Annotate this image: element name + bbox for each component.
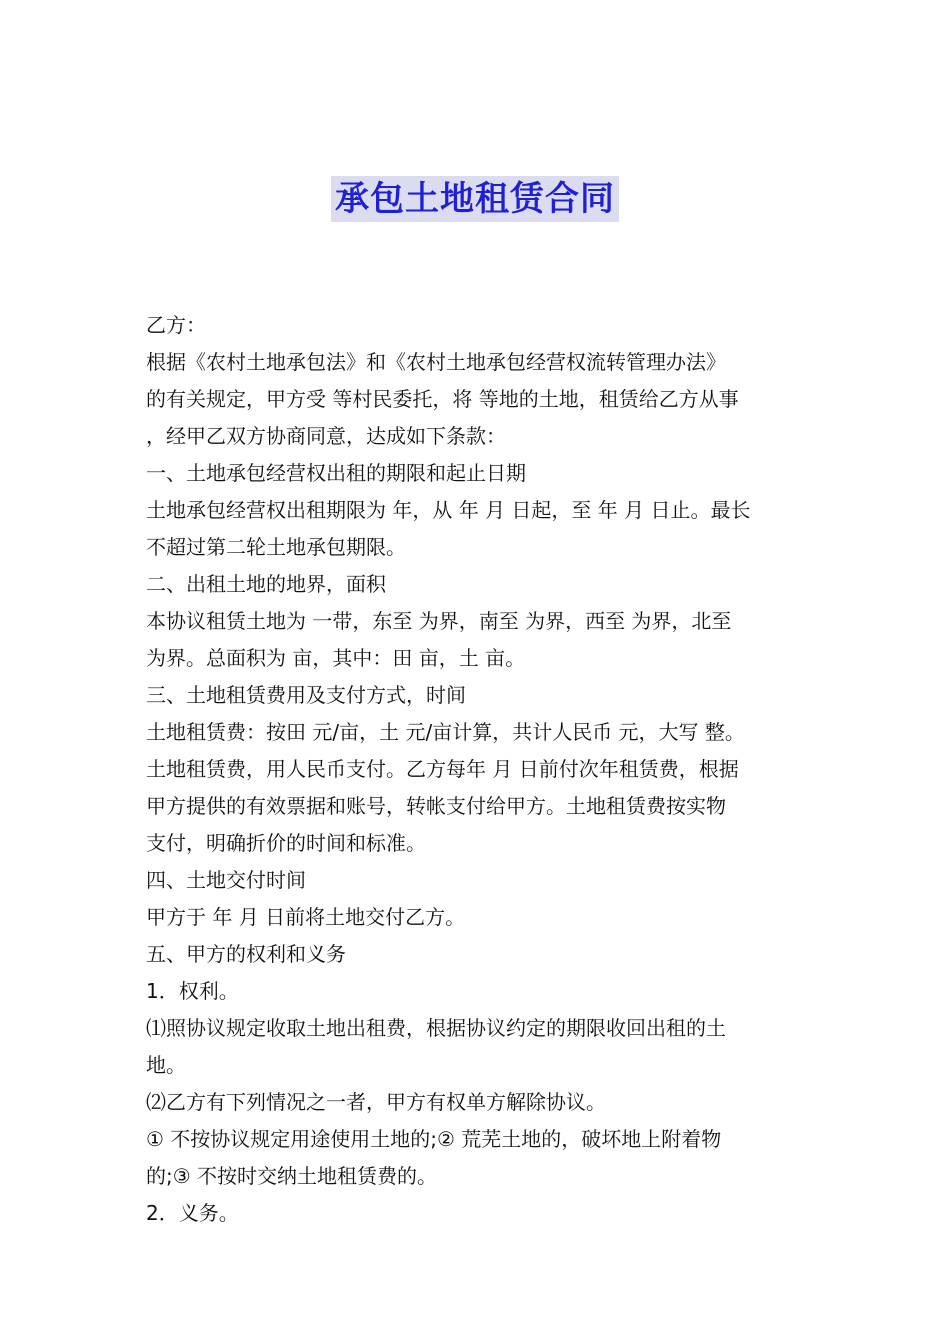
text-line: 本协议租赁土地为 一带，东至 为界，南至 为界，西至 为界，北至 (146, 609, 732, 633)
text-line: 地。 (146, 1053, 186, 1077)
subsection-heading: 1．权利。 (146, 979, 239, 1003)
text-line: ① 不按协议规定用途使用土地的;② 荒芜土地的，破坏地上附着物 (146, 1127, 722, 1151)
text-line: 土地租赁费：按田 元/亩，土 元/亩计算，共计人民币 元，大写 整。 (146, 720, 745, 744)
text-line: 支付，明确折价的时间和标准。 (146, 831, 426, 855)
text-line: 的;③ 不按时交纳土地租赁费的。 (146, 1164, 438, 1188)
section-heading: 一、土地承包经营权出租的期限和起止日期 (146, 461, 526, 485)
section-heading: 四、土地交付时间 (146, 868, 306, 892)
text-line: 不超过第二轮土地承包期限。 (146, 535, 406, 559)
text-line: 为界。总面积为 亩，其中：田 亩，土 亩。 (146, 646, 526, 670)
subsection-heading: 2．义务。 (146, 1201, 239, 1225)
document-title: 承包土地租赁合同 (331, 176, 619, 222)
text-line: 甲方于 年 月 日前将土地交付乙方。 (146, 905, 466, 929)
section-heading: 三、土地租赁费用及支付方式，时间 (146, 683, 466, 707)
document-body (146, 307, 836, 1232)
text-line: ，经甲乙双方协商同意，达成如下条款： (146, 424, 506, 448)
text-line: 的有关规定，甲方受 等村民委托，将 等地的土地，租赁给乙方从事 (146, 387, 739, 411)
text-line: 土地承包经营权出租期限为 年，从 年 月 日起，至 年 月 日止。最长 (146, 498, 751, 522)
title-container (0, 176, 950, 222)
text-line: ⑴照协议规定收取土地出租费，根据协议约定的期限收回出租的土 (146, 1016, 726, 1040)
text-line: 根据《农村土地承包法》和《农村土地承包经营权流转管理办法》 (146, 350, 726, 374)
text-line: ⑵乙方有下列情况之一者，甲方有权单方解除协议。 (146, 1090, 606, 1114)
text-line: 乙方： (146, 313, 206, 337)
text-line: 土地租赁费，用人民币支付。乙方每年 月 日前付次年租赁费，根据 (146, 757, 739, 781)
section-heading: 二、出租土地的地界，面积 (146, 572, 386, 596)
section-heading: 五、甲方的权利和义务 (146, 942, 346, 966)
text-line: 甲方提供的有效票据和账号，转帐支付给甲方。土地租赁费按实物 (146, 794, 726, 818)
